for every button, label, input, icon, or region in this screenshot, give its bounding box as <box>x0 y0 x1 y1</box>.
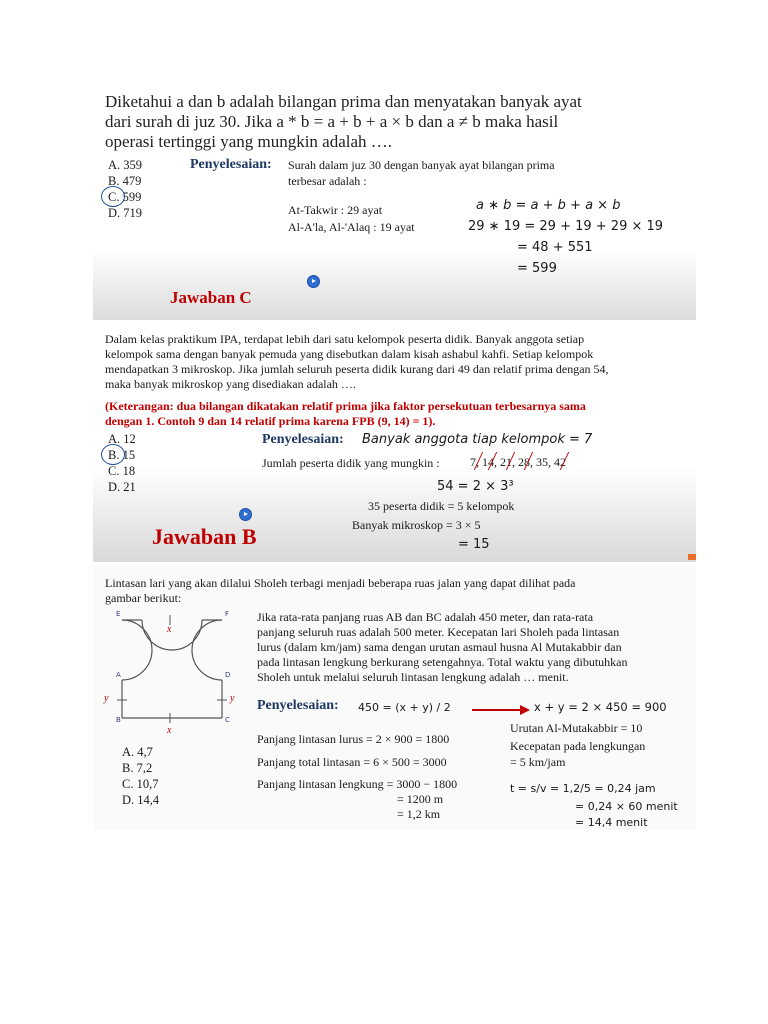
candidate-35: 35, <box>536 455 551 469</box>
q1-eq4: = 599 <box>517 261 557 276</box>
q3-lurus: Panjang lintasan lurus = 2 × 900 = 1800 <box>257 732 450 746</box>
q1-eq3: = 48 + 551 <box>517 240 593 255</box>
q2-eq54: 54 = 2 × 3³ <box>437 479 514 494</box>
q3-para5: Sholeh untuk melalui seluruh lintasan lengkung adalah … menit. <box>257 670 569 684</box>
candidate-42: 42 <box>554 455 566 470</box>
q3-kec1: Kecepatan pada lengkungan <box>510 739 646 753</box>
label-c: C <box>225 716 230 724</box>
q2-mikro-result: = 15 <box>458 537 490 552</box>
q2-option-b: B. 15 <box>108 448 136 462</box>
q2-line2: kelompok sama dengan banyak pemuda yang disebutkan dalam kisah ashabul kahfi. Setiap kelompok <box>105 347 594 361</box>
q3-para4: pada lintasan lengkung berkurang setengahnya. Total waktu yang dibutuhkan <box>257 655 628 669</box>
q2-line1: Dalam kelas praktikum IPA, terdapat lebih dari satu kelompok peserta didik. Banyak anggota setiap <box>105 332 585 346</box>
q3-t2: = 0,24 × 60 menit <box>575 800 678 813</box>
q3-lengkung: Panjang lintasan lengkung = 3000 − 1800 <box>257 777 458 791</box>
q3-eq-avg: 450 = (x + y) / 2 <box>358 701 451 714</box>
q3-option-a: A. 4,7 <box>122 745 153 759</box>
candidate-7: 7, <box>470 455 479 470</box>
q3-para3: lurus (dalam km/jam) sama dengan urutan asmaul husna Al Mutakabbir dan <box>257 640 622 654</box>
q1-text-line1: Diketahui a dan b adalah bilangan prima dan menyatakan banyak ayat <box>105 92 582 111</box>
q3-intro2: gambar berikut: <box>105 591 182 605</box>
q1-solution-header: Penyelesaian: <box>190 157 272 172</box>
q2-jumlah-label: Jumlah peserta didik yang mungkin : <box>262 456 440 470</box>
q1-sol-line2: terbesar adalah : <box>288 174 367 188</box>
q2-mikro-label: Banyak mikroskop = 3 × 5 <box>352 518 481 532</box>
label-d: D <box>225 671 231 679</box>
q3-urutan: Urutan Al-Mutakabbir = 10 <box>510 721 643 735</box>
q3-total: Panjang total lintasan = 6 × 500 = 3000 <box>257 755 447 769</box>
q1-takwir: At-Takwir : 29 ayat <box>288 203 383 217</box>
label-y-left: y <box>104 693 109 704</box>
q3-t3: = 14,4 menit <box>575 816 648 829</box>
q2-answer-label: Jawaban B <box>152 524 257 549</box>
q1-sol-line1: Surah dalam juz 30 dengan banyak ayat bilangan prima <box>288 158 555 172</box>
q2-note2: dengan 1. Contoh 9 dan 14 relatif prima karena FPB (9, 14) = 1). <box>105 414 436 428</box>
q3-t1: t = s/v = 1,2/5 = 0,24 jam <box>510 782 656 795</box>
q2-line3: mendapatkan 3 mikroskop. Jika jumlah seluruh peserta didik kurang dari 49 dan relatif prima dengan 54, <box>105 362 609 376</box>
candidate-21: 21, <box>500 455 515 470</box>
q3-lengkung2: = 1200 m <box>397 792 444 806</box>
q2-option-d: D. 21 <box>108 480 136 494</box>
q2-header-rest: Banyak anggota tiap kelompok = 7 <box>362 432 593 447</box>
candidate-14: 14, <box>482 455 497 470</box>
play-dot-icon[interactable] <box>307 275 320 288</box>
label-b: B <box>116 716 121 724</box>
q3-kec2: = 5 km/jam <box>510 755 566 769</box>
orange-marker <box>688 554 696 560</box>
q2-option-a: A. 12 <box>108 432 136 446</box>
q3-lengkung3: = 1,2 km <box>397 807 441 821</box>
red-arrow-icon <box>472 704 530 716</box>
q3-para1: Jika rata-rata panjang ruas AB dan BC adalah 450 meter, dan rata-rata <box>257 610 594 624</box>
q2-answer-circle <box>101 444 125 465</box>
q1-ala: Al-A'la, Al-'Alaq : 19 ayat <box>288 220 415 234</box>
q1-eq1: a ∗ b = a + b + a × b <box>476 198 621 213</box>
q2-line4: maka banyak mikroskop yang disediakan adalah …. <box>105 377 356 391</box>
label-f: F <box>225 610 230 618</box>
q3-eq-sum: x + y = 2 × 450 = 900 <box>534 700 667 714</box>
q1-option-d: D. 719 <box>108 206 143 220</box>
q2-option-c: C. 18 <box>108 464 136 478</box>
q2-solution-header: Penyelesaian: <box>262 432 344 447</box>
q3-intro1: Lintasan lari yang akan dilalui Sholeh terbagi menjadi beberapa ruas jalan yang dapat dilihat pada <box>105 576 576 590</box>
candidate-28: 28, <box>518 455 533 470</box>
q3-option-b: B. 7,2 <box>122 761 153 775</box>
q2-candidates <box>470 455 566 470</box>
q1-option-a: A. 359 <box>108 158 143 172</box>
q1-option-c: C. 599 <box>108 190 142 204</box>
q1-text-line2: dari surah di juz 30. Jika a * b = a + b + a × b dan a ≠ b maka hasil <box>105 112 559 131</box>
q3-solution-header: Penyelesaian: <box>257 698 339 713</box>
q1-answer-label: Jawaban C <box>170 288 252 307</box>
q2-note1: (Keterangan: dua bilangan dikatakan relatif prima jika faktor persekutuan terbesarnya sama <box>105 399 586 413</box>
q3-option-c: C. 10,7 <box>122 777 159 791</box>
q3-option-d: D. 14,4 <box>122 793 160 807</box>
label-x-bottom: x <box>167 725 172 736</box>
q2-kelompok: 35 peserta didik = 5 kelompok <box>368 499 515 513</box>
q1-text-line3: operasi tertinggi yang mungkin adalah …. <box>105 132 393 151</box>
q1-eq2: 29 ∗ 19 = 29 + 19 + 29 × 19 <box>468 219 664 234</box>
label-a: A <box>116 671 121 679</box>
play-dot-icon[interactable] <box>239 508 252 521</box>
track-diagram <box>112 608 242 733</box>
q3-para2: panjang seluruh ruas adalah 500 meter. Kecepatan lari Sholeh pada lintasan <box>257 625 620 639</box>
label-y-right: y <box>230 693 235 704</box>
label-e: E <box>116 610 121 618</box>
label-x-top: x <box>167 624 172 635</box>
q1-answer-circle <box>101 186 125 207</box>
q1-option-b: B. 479 <box>108 174 142 188</box>
